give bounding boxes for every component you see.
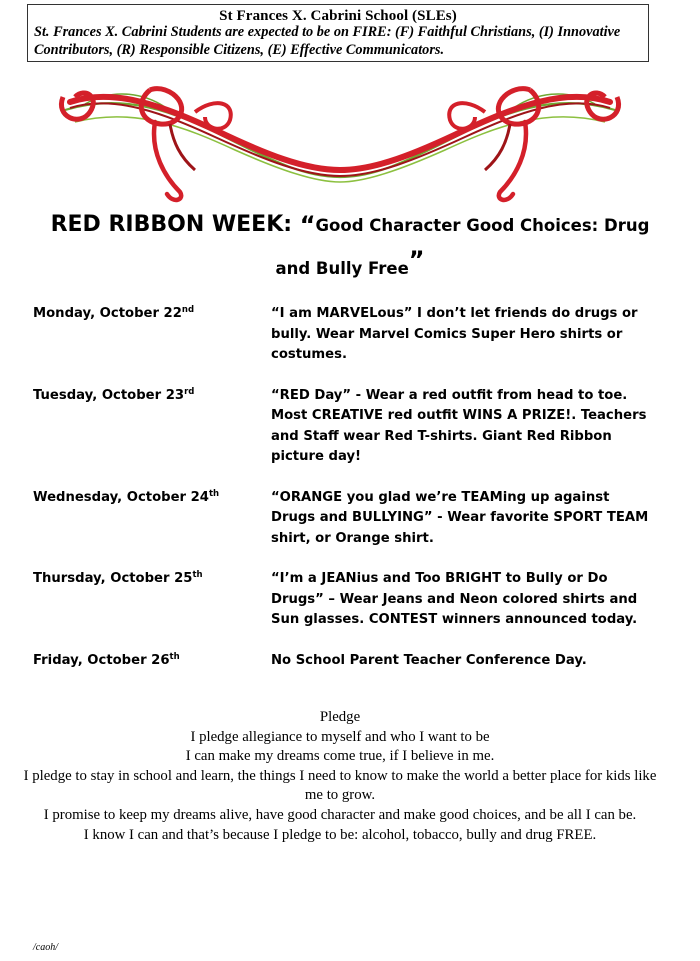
pledge-line: I pledge allegiance to myself and who I want to be [190,728,490,745]
sle-title: St Frances X. Cabrini School (SLEs) [219,8,457,24]
schedule-row-monday [33,304,653,366]
schedule-day-description: “RED Day” - Wear a red outfit from head to toe. Most CREATIVE red outfit WINS A PRIZE!. Teachers and Staff wear Red T-shirts. Giant Red Ribbon picture day! [271,387,647,464]
headline-line-1 [20,208,680,243]
headline-subtitle-part-2: and Bully Free [275,259,409,278]
schedule-day-label: Wednesday, October 24th [33,488,220,505]
pledge-line: I pledge to stay in school and learn, the things I need to know to make the world a better place for kids like me to grow. [23,767,657,804]
schedule-day-description: “I’m a JEANius and Too BRIGHT to Bully or Do Drugs” – Wear Jeans and Neon colored shirts and Sun glasses. CONTEST winners announced today. [271,571,638,627]
schedule-day-label: Friday, October 26th [33,651,180,668]
schedule-day-label: Tuesday, October 23rd [33,386,195,403]
schedule-row-wednesday [33,488,653,550]
schedule-day-description: “I am MARVELous” I don’t let friends do drugs or bully. Wear Marvel Comics Super Hero shirts or costumes. [271,306,638,362]
footer-initials: /caoh/ [33,942,58,953]
pledge-title: Pledge [319,709,361,725]
pledge-section [20,708,660,845]
headline-line-2 [20,243,680,286]
schedule-day-description: No School Parent Teacher Conference Day. [271,652,587,668]
week-schedule [33,304,653,691]
red-ribbon-garland-icon [55,82,625,207]
schedule-row-tuesday [33,386,653,468]
schedule-day-description: “ORANGE you glad we’re TEAMing up against Drugs and BULLYING” - Wear favorite SPORT TEAM shirt, or Orange shirt. [271,489,649,546]
sle-header-box [27,4,649,62]
headline-close-quote: ” [408,246,425,274]
schedule-day-label: Thursday, October 25th [33,570,203,586]
pledge-line: I know I can and that’s because I pledge to be: alcohol, tobacco, bully and drug FREE. [83,826,597,843]
headline [20,208,680,286]
headline-open-quote: “ [299,211,316,239]
pledge-line: I promise to keep my dreams alive, have good character and make good choices, and be all I can be. [43,806,637,823]
pledge-line: I can make my dreams come true, if I believe in me. [185,748,495,765]
sle-description: St. Frances X. Cabrini Students are expected to be on FIRE: (F) Faithful Christians, (I) Innovative Contributors, (R) Responsible Citizens, (E) Effective Communicators. [34,24,621,58]
schedule-row-thursday [33,569,653,631]
headline-subtitle-part-1: Good Character Good Choices: Drug [315,216,650,235]
schedule-row-friday [33,651,653,672]
headline-title: RED RIBBON WEEK: [50,212,300,237]
schedule-day-label: Monday, October 22nd [33,305,195,321]
